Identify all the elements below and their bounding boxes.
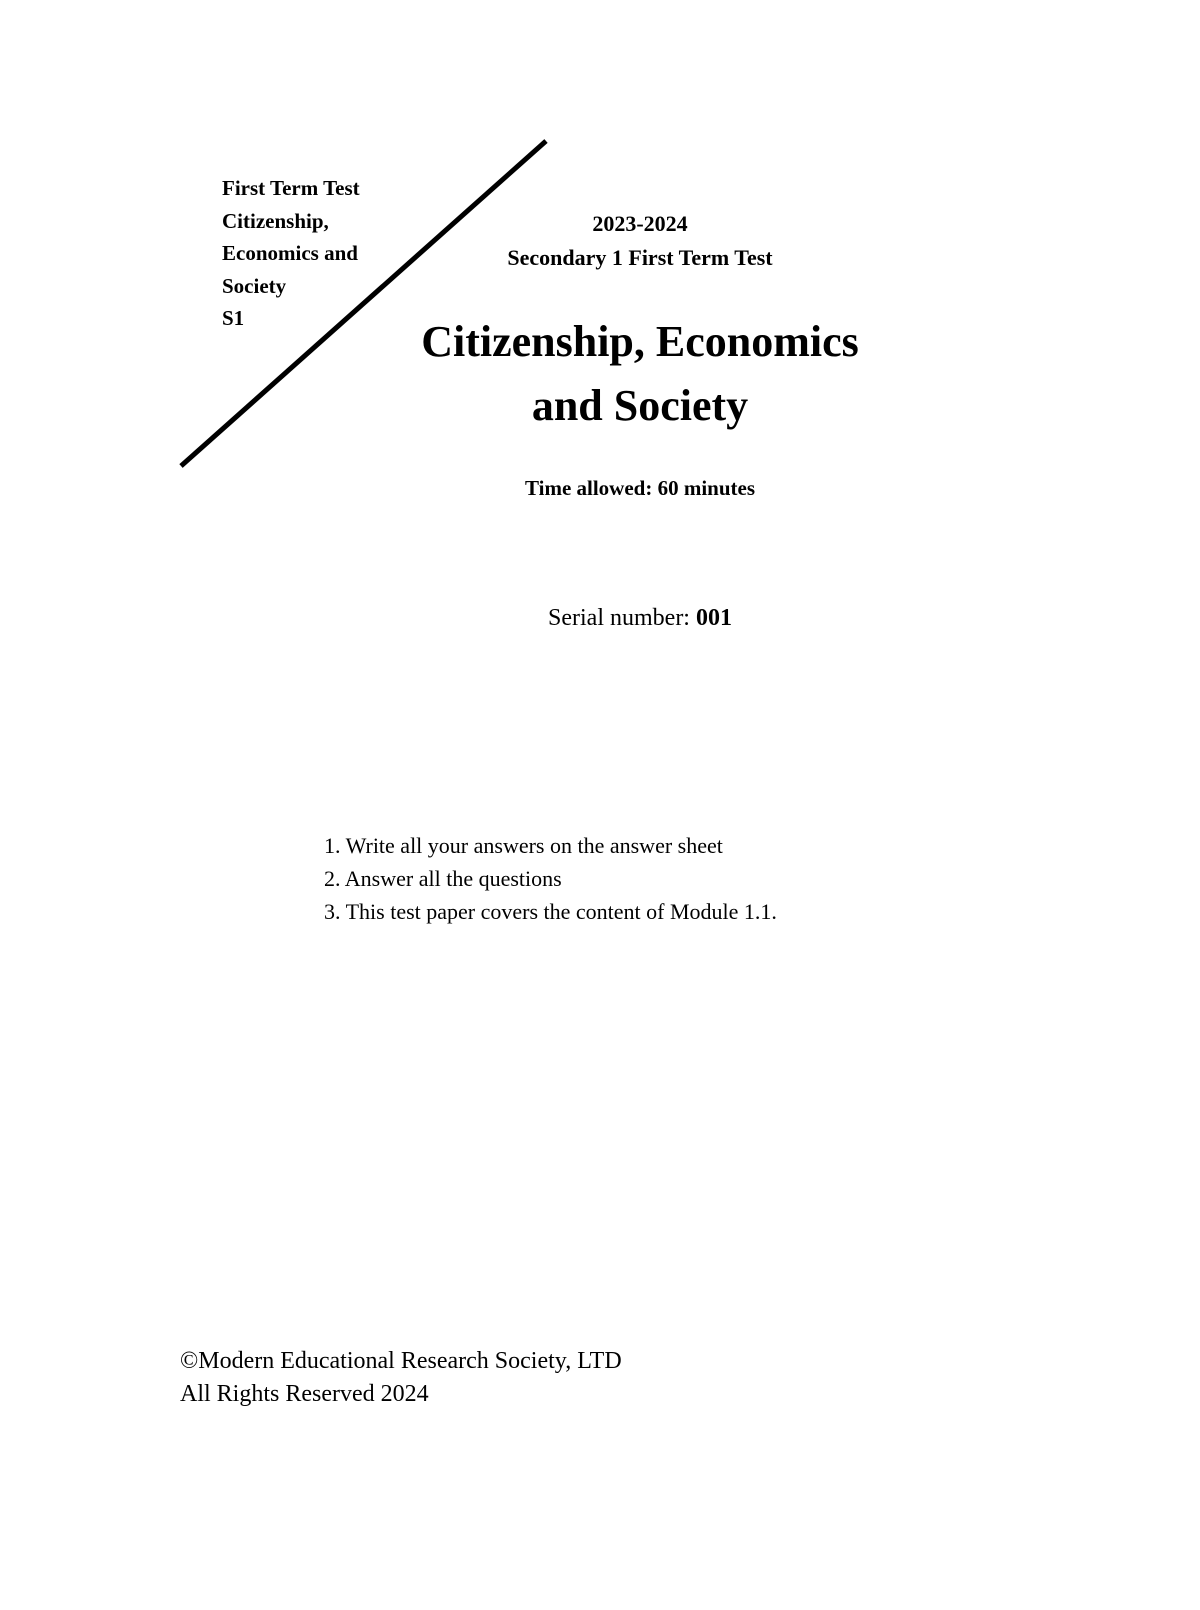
rights-notice: All Rights Reserved 2024 (180, 1381, 429, 1407)
page-title (370, 310, 910, 438)
instruction-item: 1. Write all your answers on the answer sheet (324, 833, 723, 858)
test-subtitle: Secondary 1 First Term Test (507, 245, 773, 270)
academic-year: 2023-2024 (592, 211, 688, 236)
serial-number-value: 001 (695, 605, 732, 631)
corner-label-line: Economics and (222, 241, 358, 265)
corner-label (222, 172, 392, 335)
copyright-notice: ©Modern Educational Research Society, LTD (180, 1348, 622, 1374)
serial-number (440, 603, 840, 633)
instruction-item: 2. Answer all the questions (324, 866, 562, 891)
page-title-line-2: and Society (531, 381, 749, 430)
corner-label-line: Society (222, 273, 287, 298)
footer (180, 1345, 622, 1411)
corner-label-line: S1 (222, 306, 245, 330)
serial-number-label: Serial number: (548, 605, 696, 631)
corner-label-line: First Term Test (222, 176, 360, 200)
corner-label-line: Citizenship, (222, 208, 329, 233)
instructions-list (324, 829, 777, 928)
instruction-item: 3. This test paper covers the content of Module 1.1. (324, 899, 777, 924)
page-title-line-1: Citizenship, Economics (421, 317, 859, 366)
time-allowed: Time allowed: 60 minutes (524, 476, 756, 500)
